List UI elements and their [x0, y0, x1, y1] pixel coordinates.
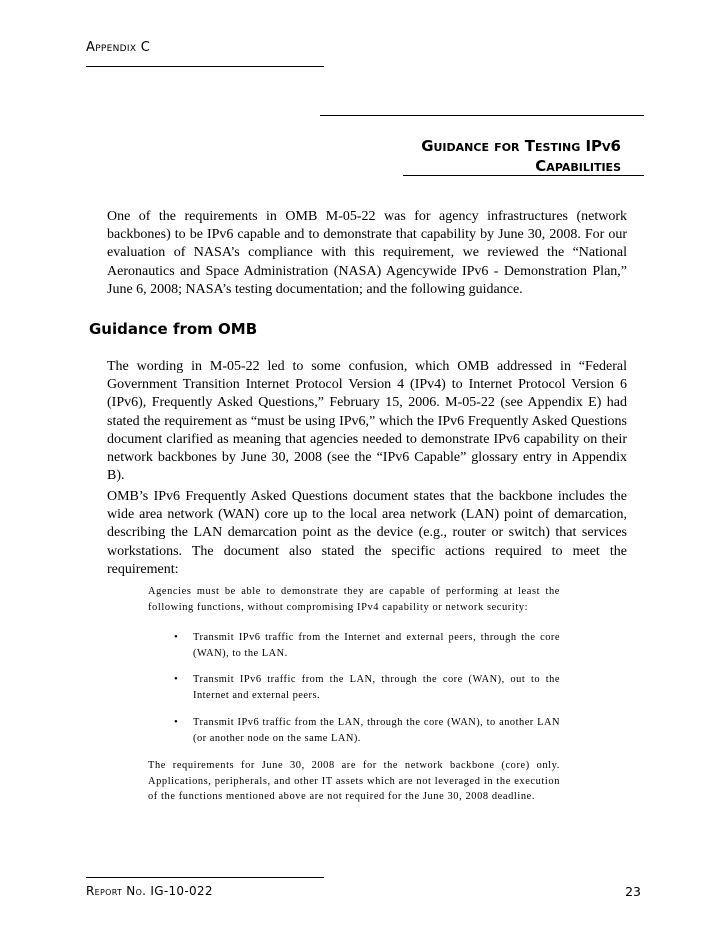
section-heading: Guidance from OMB — [89, 320, 258, 338]
footer-rule — [86, 877, 324, 878]
quote-closing: The requirements for June 30, 2008 are for the network backbone (core) only. Applications, peripherals, and other IT assets which are not leveraged in the execution of the functions mentioned above are not required for the June 30, 2008 deadline. — [148, 760, 560, 803]
title-line-2: Capabilities — [535, 157, 621, 175]
quote-bullet-3: Transmit IPv6 traffic from the LAN, through the core (WAN), to another LAN (or another node on the same LAN). — [193, 717, 560, 744]
quote-intro: Agencies must be able to demonstrate they are capable of performing at least the following functions, without compromising IPv4 capability or network security: — [148, 586, 560, 613]
page-title — [330, 136, 621, 176]
section-paragraph-2: OMB’s IPv6 Frequently Asked Questions document states that the backbone includes the wide area network (WAN) core up to the local area network (LAN) point of demarcation, describing the LAN demarcation point as the device (e.g., router or switch) that services workstations. The document also stated the specific actions required to meet the requirement: — [107, 489, 627, 577]
page-number: 23 — [625, 884, 641, 899]
title-bottom-rule — [403, 175, 644, 176]
header-rule — [86, 66, 324, 67]
title-line-1: Guidance for Testing IPv6 — [421, 137, 621, 155]
bullet-icon: • — [174, 673, 178, 685]
quote-bullet-1: Transmit IPv6 traffic from the Internet and external peers, through the core (WAN), to the LAN. — [193, 632, 560, 659]
title-top-rule — [320, 115, 644, 116]
section-paragraph-1: The wording in M-05-22 led to some confusion, which OMB addressed in “Federal Government Transition Internet Protocol Version 4 (IPv4) to Internet Protocol Version 6 (IPv6), Frequently Asked Questions,” February 15, 2006. M-05-22 (see Appendix E) had stated the requirement as “must be using IPv6,” which the IPv6 Frequently Asked Questions document clarified as meaning that agencies needed to demonstrate IPv6 capability on their network backbones by June 30, 2008 (see the “IPv6 Capable” glossary entry in Appendix B). — [107, 359, 627, 484]
appendix-label: Appendix C — [86, 40, 151, 55]
bullet-icon: • — [174, 631, 178, 643]
intro-paragraph: One of the requirements in OMB M-05-22 was for agency infrastructures (network backbones) to be IPv6 capable and to demonstrate that capability by June 30, 2008. For our evaluation of NASA’s compliance with this requirement, we reviewed the “National Aeronautics and Space Administration (NASA) Agencywide IPv6 - Demonstration Plan,” June 6, 2008; NASA’s testing documentation; and the following guidance. — [107, 209, 627, 297]
report-number: Report No. IG-10-022 — [86, 884, 213, 898]
bullet-icon: • — [174, 716, 178, 728]
quote-bullet-2: Transmit IPv6 traffic from the LAN, through the core (WAN), out to the Internet and external peers. — [193, 674, 560, 701]
